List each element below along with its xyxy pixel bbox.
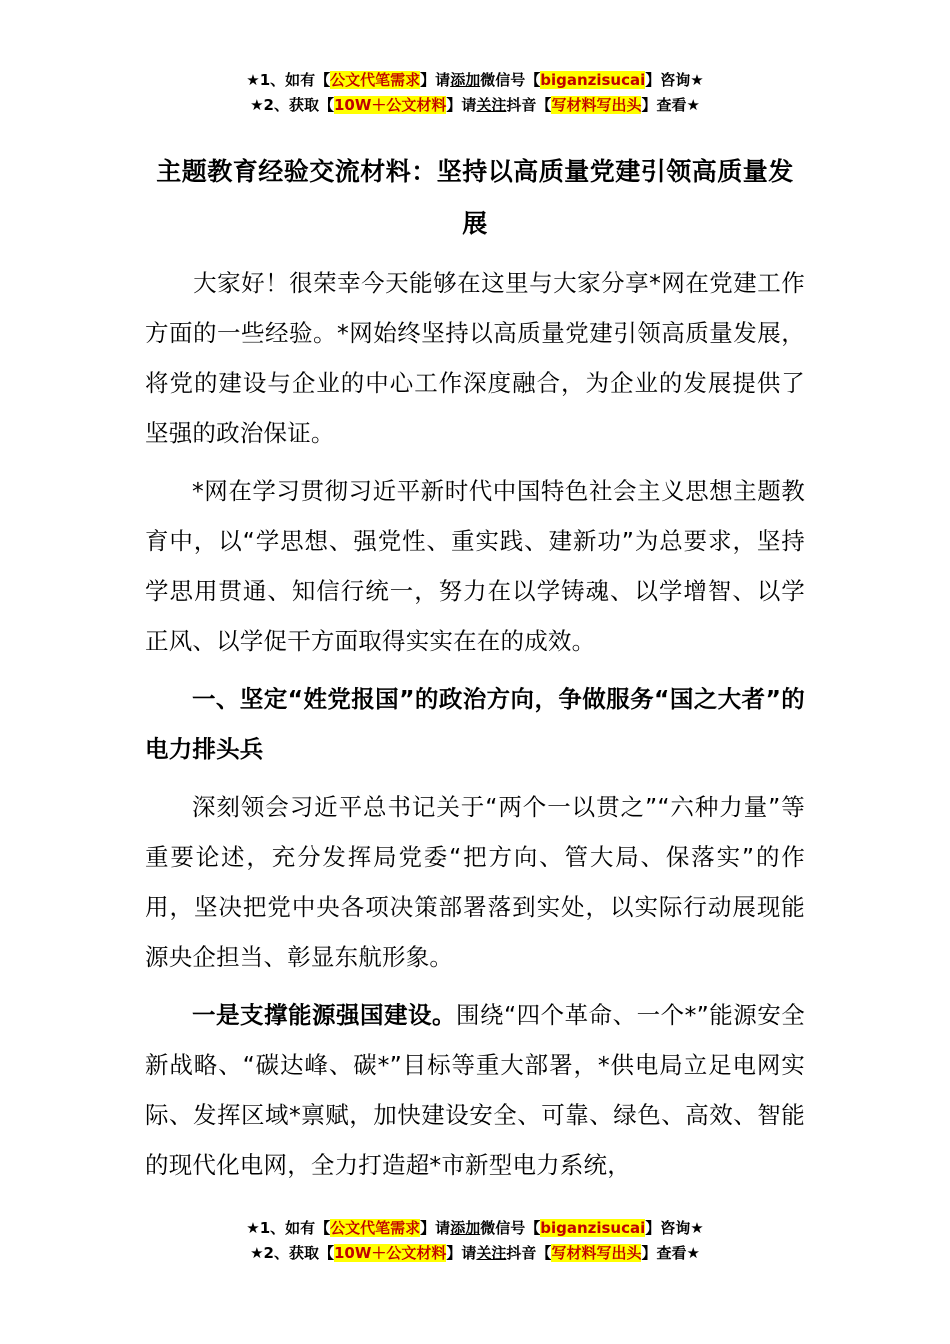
document-title: 主题教育经验交流材料：坚持以高质量党建引领高质量发展 <box>156 157 794 238</box>
promo-underline: 添加 <box>450 71 481 89</box>
promo-text: 抖音【 <box>506 96 552 114</box>
section-heading-1: 一、坚定“姓党报国”的政治方向，争做服务“国之大者”的电力排头兵 <box>145 685 805 763</box>
promo-highlight: 公文代笔需求 <box>330 71 421 89</box>
promo-text: 微信号【 <box>480 1219 541 1237</box>
header-promo-banner <box>0 68 950 118</box>
paragraph-lead: 一是支撑能源强国建设。 <box>192 1001 456 1029</box>
promo-highlight: 10W＋公文材料 <box>333 96 447 114</box>
document-body <box>145 258 805 1198</box>
promo-line-1 <box>0 68 950 93</box>
promo-text: ★1、如有【 <box>246 71 331 89</box>
promo-text: 】咨询★ <box>645 71 704 89</box>
promo-highlight: 公文代笔需求 <box>330 1219 421 1237</box>
paragraph-intro: 大家好！很荣幸今天能够在这里与大家分享*网在党建工作方面的一些经验。*网始终坚持以高质量党建引领高质量发展，将党的建设与企业的中心工作深度融合，为企业的发展提供了坚强的政治保证。 <box>145 269 805 447</box>
promo-text: 】请 <box>446 1244 477 1262</box>
paragraph-study: *网在学习贯彻习近平新时代中国特色社会主义思想主题教育中，以“学思想、强党性、重实践、建新功”为总要求，坚持学思用贯通、知信行统一，努力在以学铸魂、以学增智、以学正风、以学促干方面取得实实在在的成效。 <box>145 477 805 655</box>
promo-highlight: 写材料写出头 <box>551 96 642 114</box>
promo-line-1 <box>0 1216 950 1241</box>
promo-underline: 关注 <box>476 96 507 114</box>
promo-text: 】请 <box>420 71 451 89</box>
promo-text: ★2、获取【 <box>250 96 334 114</box>
paragraph-energy <box>145 990 805 1190</box>
promo-line-2 <box>0 1241 950 1266</box>
paragraph-direction: 深刻领会习近平总书记关于“两个一以贯之”“六种力量”等重要论述，充分发挥局党委“把方向、管大局、保落实”的作用，坚决把党中央各项决策部署落到实处，以实际行动展现能源央企担当、彰显东航形象。 <box>145 793 805 971</box>
promo-text: 】请 <box>420 1219 451 1237</box>
promo-underline: 添加 <box>450 1219 481 1237</box>
promo-line-2 <box>0 93 950 118</box>
promo-highlight: biganzisucai <box>540 1219 646 1237</box>
promo-text: 】查看★ <box>641 1244 700 1262</box>
promo-highlight: 10W＋公文材料 <box>333 1244 447 1262</box>
promo-text: 】查看★ <box>641 96 700 114</box>
promo-underline: 关注 <box>476 1244 507 1262</box>
footer-promo-banner <box>0 1216 950 1266</box>
promo-text: 】请 <box>446 96 477 114</box>
promo-text: ★2、获取【 <box>250 1244 334 1262</box>
promo-text: 】咨询★ <box>645 1219 704 1237</box>
promo-text: 抖音【 <box>506 1244 552 1262</box>
paragraph-rest: 围绕“四个革命、一个*”能源安全新战略、“碳达峰、碳*”目标等重大部署，*供电局立足电网实际、发挥区域*禀赋，加快建设安全、可靠、绿色、高效、智能的现代化电网，全力打造超*市新型电力系统， <box>145 1001 805 1179</box>
promo-text: ★1、如有【 <box>246 1219 331 1237</box>
promo-highlight: 写材料写出头 <box>551 1244 642 1262</box>
promo-text: 微信号【 <box>480 71 541 89</box>
promo-highlight: biganzisucai <box>540 71 646 89</box>
